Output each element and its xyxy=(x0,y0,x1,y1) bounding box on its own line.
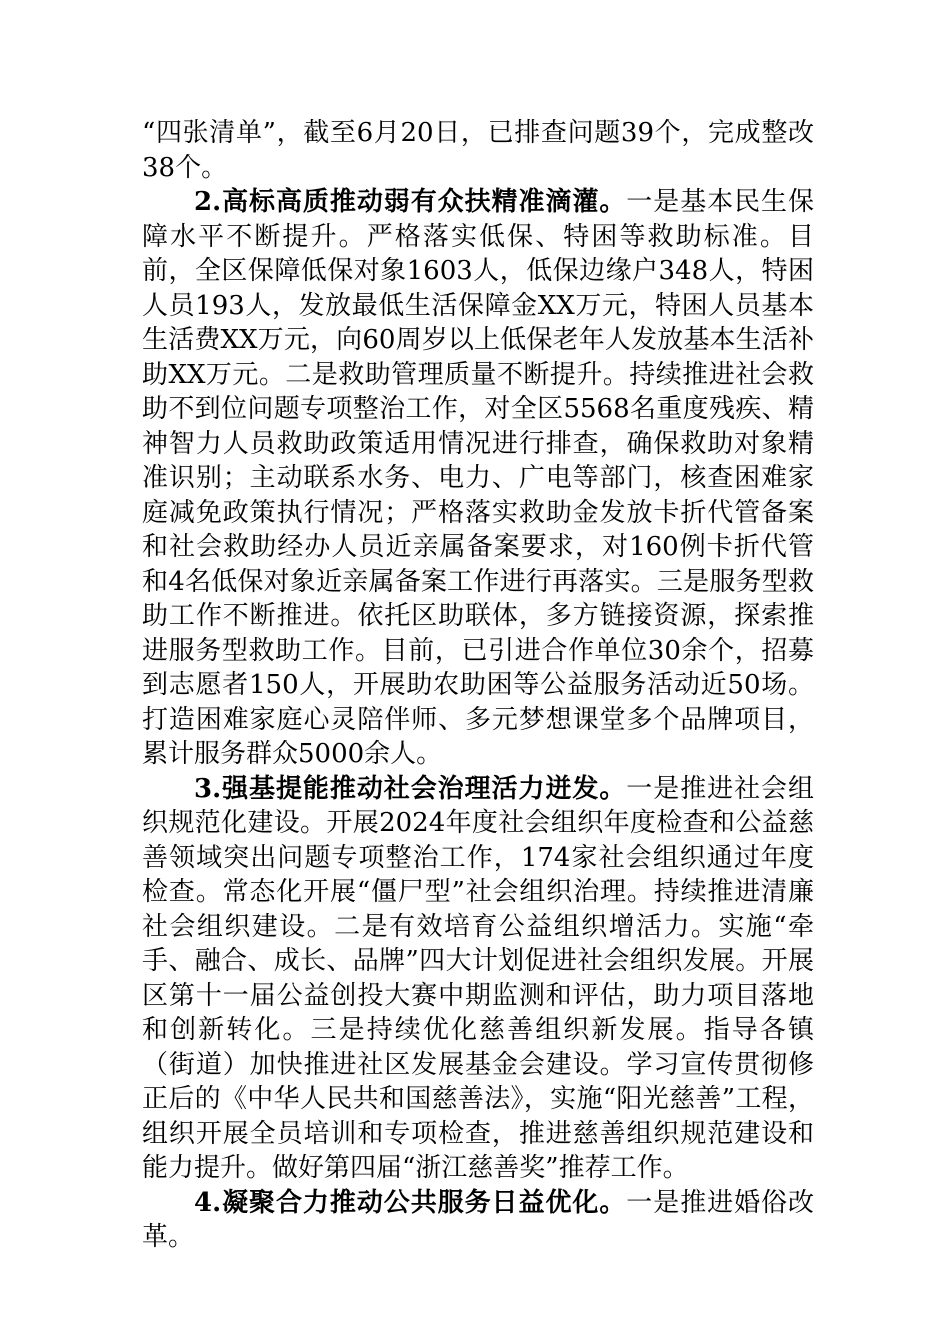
section-body-4: 一是推进婚俗改革。 xyxy=(142,1187,814,1252)
section-paragraph-3 xyxy=(142,772,814,1186)
section-paragraph-4 xyxy=(142,1186,814,1255)
section-body-2: 一是基本民生保障水平不断提升。严格落实低保、特困等救助标准。目前，全区保障低保对象1603人，低保边缘户348人，特困人员193人，发放最低生活保障金XX万元，特困人员基本生活费XX万元，向60周岁以上低保老年人发放基本生活补助XX万元。二是救助管理质量不断提升。持续推进社会救助不到位问题专项整治工作，对全区5568名重度残疾、精神智力人员救助政策适用情况进行排查，确保救助对象精准识别；主动联系水务、电力、广电等部门，核查困难家庭减免政策执行情况；严格落实救助金发放卡折代管备案和社会救助经办人员近亲属备案要求，对160例卡折代管和4名低保对象近亲属备案工作进行再落实。三是服务型救助工作不断推进。依托区助联体，多方链接资源，探索推进服务型救助工作。目前，已引进合作单位30余个，招募到志愿者150人，开展助农助困等公益服务活动近50场。打造困难家庭心灵陪伴师、多元梦想课堂多个品牌项目，累计服务群众5000余人。 xyxy=(142,187,814,769)
section-paragraph-2 xyxy=(142,185,814,772)
section-heading-2: 2.高标高质推动弱有众扶精准滴灌。 xyxy=(194,187,627,217)
intro-text: “四张清单”，截至6月20日，已排查问题39个，完成整改38个。 xyxy=(142,118,814,183)
section-body-3: 一是推进社会组织规范化建设。开展2024年度社会组织年度检查和公益慈善领域突出问题专项整治工作，174家社会组织通过年度检查。常态化开展“僵尸型”社会组织治理。持续推进清廉社会组织建设。二是有效培育公益组织增活力。实施“牵手、融合、成长、品牌”四大计划促进社会组织发展。开展区第十一届公益创投大赛中期监测和评估，助力项目落地和创新转化。三是持续优化慈善组织新发展。指导各镇（街道）加快推进社区发展基金会建设。学习宣传贯彻修正后的《中华人民共和国慈善法》，实施“阳光慈善”工程，组织开展全员培训和专项检查，推进慈善组织规范建设和能力提升。做好第四届“浙江慈善奖”推荐工作。 xyxy=(142,773,814,1183)
section-heading-4: 4.凝聚合力推动公共服务日益优化。 xyxy=(194,1187,627,1218)
intro-paragraph xyxy=(142,116,814,185)
section-heading-3: 3.强基提能推动社会治理活力迸发。 xyxy=(194,773,627,804)
document-body xyxy=(142,116,814,1255)
